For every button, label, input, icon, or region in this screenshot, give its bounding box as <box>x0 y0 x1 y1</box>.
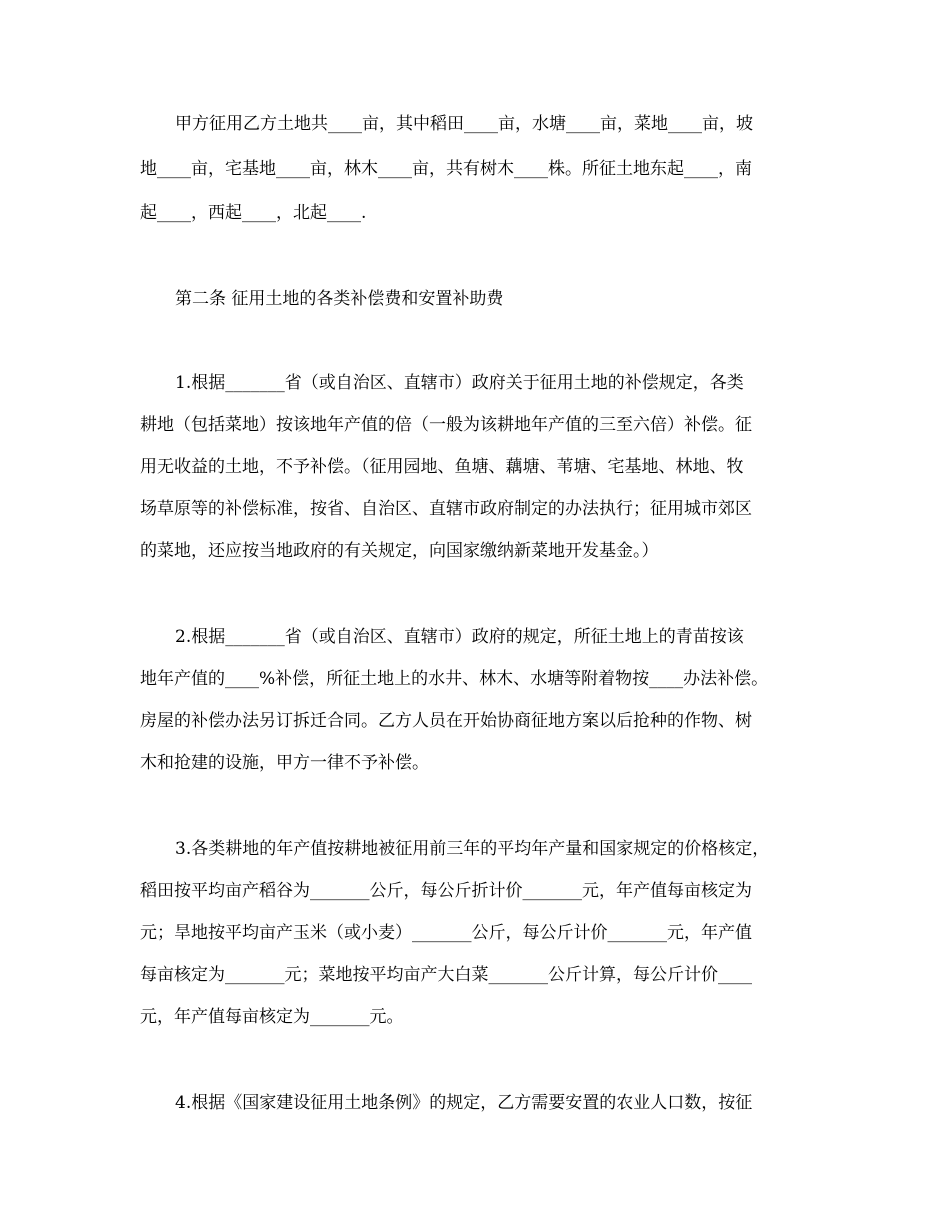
item1-line-1: 1.根据_______省（或自治区、直辖市）政府关于征用土地的补偿规定，各类 <box>175 373 744 393</box>
item3-line-1: 3.各类耕地的年产值按耕地被征用前三年的平均年产量和国家规定的价格核定， <box>175 839 770 859</box>
item1-line-2: 耕地（包括菜地）按该地年产值的倍（一般为该耕地年产值的三至六倍）补偿。征 <box>140 415 752 435</box>
item3-line-3: 元；旱地按平均亩产玉米（或小麦）_______公斤，每公斤计价_______元，年产值 <box>140 923 752 943</box>
article2-heading: 第二条 征用土地的各类补偿费和安置补助费 <box>175 289 504 309</box>
item3-line-4: 每亩核定为_______元；菜地按平均亩产大白菜_______公斤计算，每公斤计价____ <box>140 965 752 985</box>
item1-line-3: 用无收益的土地，不予补偿。（征用园地、鱼塘、藕塘、苇塘、宅基地、林地、牧 <box>140 457 744 477</box>
item2-line-3: 房屋的补偿办法另订拆迁合同。乙方人员在开始协商征地方案以后抢种的作物、树 <box>140 711 752 731</box>
paragraph1-line-2: 地____亩，宅基地____亩，林木____亩，共有树木____株。所征土地东起____，南 <box>140 159 752 179</box>
paragraph1-line-3: 起____，西起____，北起____. <box>140 203 367 223</box>
paragraph1-line-1: 甲方征用乙方土地共____亩，其中稻田____亩，水塘____亩，菜地____亩，坡 <box>175 114 753 134</box>
item2-line-1: 2.根据_______省（或自治区、直辖市）政府的规定，所征土地上的青苗按该 <box>175 627 744 647</box>
item3-line-2: 稻田按平均亩产稻谷为_______公斤，每公斤折计价_______元，年产值每亩核定为 <box>140 881 752 901</box>
item2-line-4: 木和抢建的设施，甲方一律不予补偿。 <box>140 753 429 773</box>
item4-line-1: 4.根据《国家建设征用土地条例》的规定，乙方需要安置的农业人口数，按征 <box>175 1093 753 1113</box>
item1-line-4: 场草原等的补偿标准，按省、自治区、直辖市政府制定的办法执行；征用城市郊区 <box>140 499 752 519</box>
item1-line-5: 的菜地，还应按当地政府的有关规定，向国家缴纳新菜地开发基金。） <box>140 541 659 561</box>
item2-line-2: 地年产值的____%补偿，所征土地上的水井、林木、水塘等附着物按____办法补偿。 <box>140 669 769 689</box>
item3-line-5: 元，年产值每亩核定为_______元。 <box>140 1007 404 1027</box>
